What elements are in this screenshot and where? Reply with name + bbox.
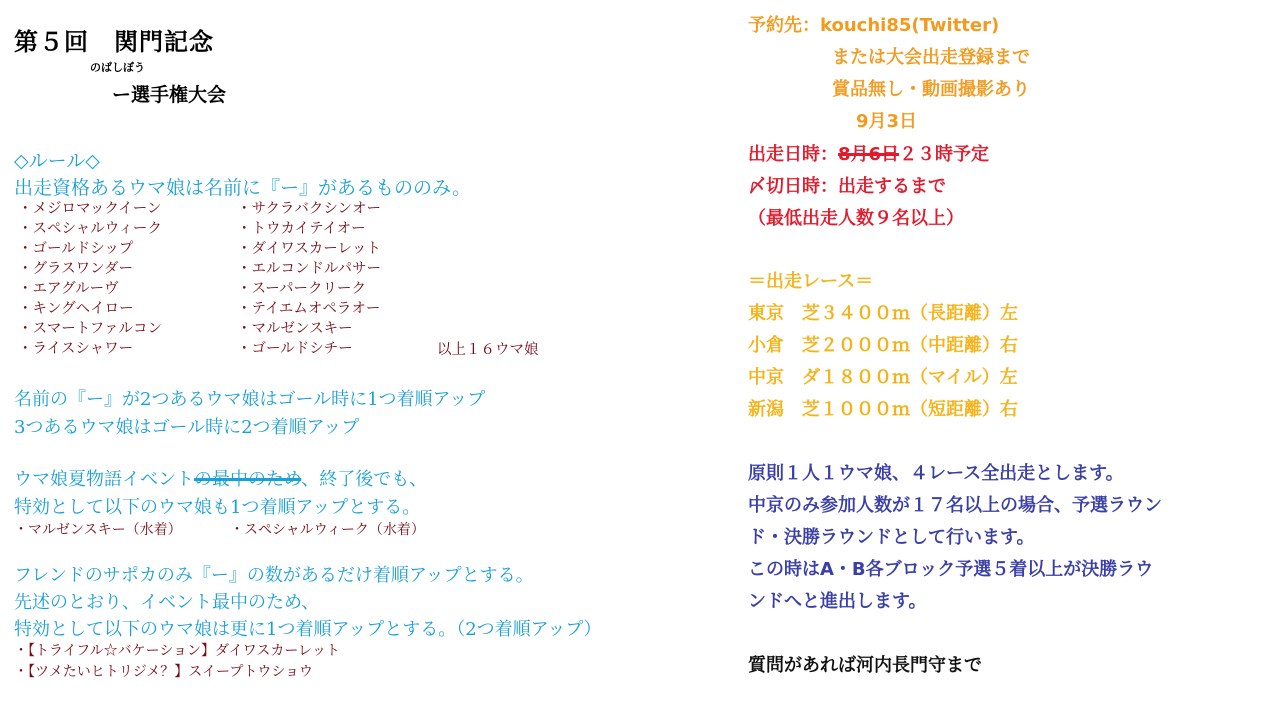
races-heading: ＝出走レース＝: [748, 271, 874, 292]
prize-note: 賞品無し・動画撮影あり: [832, 79, 1030, 100]
race-item: 中京 ダ１８００ｍ（マイル）左: [748, 367, 1018, 388]
friend-rule-line3: 特効として以下のウマ娘は更に1つ着順アップとする。（2つ着順アップ）: [14, 619, 602, 640]
friend-item: ・【トライフル☆バケーション】ダイワスカーレット: [14, 643, 340, 659]
event-text-struck: の最中のため: [194, 469, 302, 490]
eligible-name: ・ライスシャワー: [18, 341, 134, 357]
eligible-name: ・エアグルーヴ: [18, 281, 119, 297]
rules-heading: ◇ルール◇: [14, 150, 100, 172]
eligible-name: ・グラスワンダー: [18, 261, 133, 277]
contact-note: 質問があれば河内長門守まで: [748, 655, 982, 676]
eligibility-text: 出走資格あるウマ娘は名前に『ー』があるもののみ。: [14, 177, 472, 199]
event-name: ・マルゼンスキー（水着）: [14, 522, 182, 538]
eligible-name: ・マルゼンスキー: [237, 321, 353, 337]
note-line: 中京のみ参加人数が１７名以上の場合、予選ラウン: [748, 495, 1162, 516]
minimum-entries: （最低出走人数９名以上）: [748, 208, 964, 229]
event-rule-line2: 特効として以下のウマ娘も1つ着順アップとする。: [14, 497, 421, 518]
friend-item: ・【ツメたいヒトリジメ？】スイープトウショウ: [14, 664, 314, 680]
eligible-name: ・サクラバクシンオー: [237, 201, 382, 217]
page-title: 第５回 関門記念: [14, 28, 214, 56]
event-text-post: 、終了後でも、: [301, 469, 428, 490]
race-item: 小倉 芝２０００ｍ（中距離）右: [748, 335, 1018, 356]
friend-rule: フレンドのサポカのみ『ー』の数があるだけ着順アップとする。: [14, 565, 534, 586]
eligible-name: ・スーパークリーク: [237, 281, 367, 297]
eligible-name: ・ダイワスカーレット: [237, 241, 381, 257]
eligible-name: ・ゴールドシップ: [18, 241, 134, 257]
race-time-post: ２３時予定: [899, 144, 990, 165]
race-time: [748, 140, 989, 166]
eligible-name: ・トウカイテイオー: [237, 221, 366, 237]
note-line: この時はA・B各ブロック予選５着以上が決勝ラウ: [748, 559, 1154, 580]
eligible-name: ・テイエムオペラオー: [237, 301, 381, 317]
eligible-total: 以上１６ウマ娘: [437, 342, 539, 358]
eligible-name: ・エルコンドルパサー: [237, 261, 381, 277]
race-item: 新潟 芝１０００ｍ（短距離）右: [748, 399, 1018, 420]
reservation-contact: 予約先：kouchi85(Twitter): [748, 15, 1000, 36]
event-rule: [14, 465, 427, 491]
bonus-rule-two: 名前の『ー』が2つあるウマ娘はゴール時に1つ着順アップ: [14, 389, 486, 410]
eligible-name: ・キングヘイロー: [18, 301, 134, 317]
race-time-struck: 8月6日: [838, 144, 900, 165]
race-item: 東京 芝３４００ｍ（長距離）左: [748, 303, 1018, 324]
reservation-alt: または大会出走登録まで: [832, 47, 1030, 68]
eligible-name: ・スペシャルウィーク: [18, 221, 162, 237]
eligible-name: ・スマートファルコン: [18, 321, 162, 337]
event-text-pre: ウマ娘夏物語イベント: [14, 469, 194, 490]
note-line: ド・決勝ラウンドとして行います。: [748, 527, 1035, 548]
friend-rule-line2: 先述のとおり、イベント最中のため、: [14, 592, 320, 613]
event-name: ・スペシャルウィーク（水着）: [230, 522, 425, 538]
note-line: 原則１人１ウマ娘、４レース全出走とします。: [748, 463, 1124, 484]
eligible-name: ・メジロマックイーン: [18, 201, 162, 217]
deadline: 〆切日時：出走するまで: [748, 176, 946, 197]
eligible-name: ・ゴールドシチー: [237, 341, 353, 357]
page-subtitle: ー選手権大会: [112, 84, 227, 106]
note-line: ンドへと進出します。: [748, 591, 927, 612]
bonus-rule-three: 3つあるウマ娘はゴール時に2つ着順アップ: [14, 417, 360, 438]
race-time-label: 出走日時：: [748, 144, 838, 165]
race-date: 9月3日: [856, 111, 918, 132]
title-ruby: のばしぼう: [90, 61, 145, 74]
